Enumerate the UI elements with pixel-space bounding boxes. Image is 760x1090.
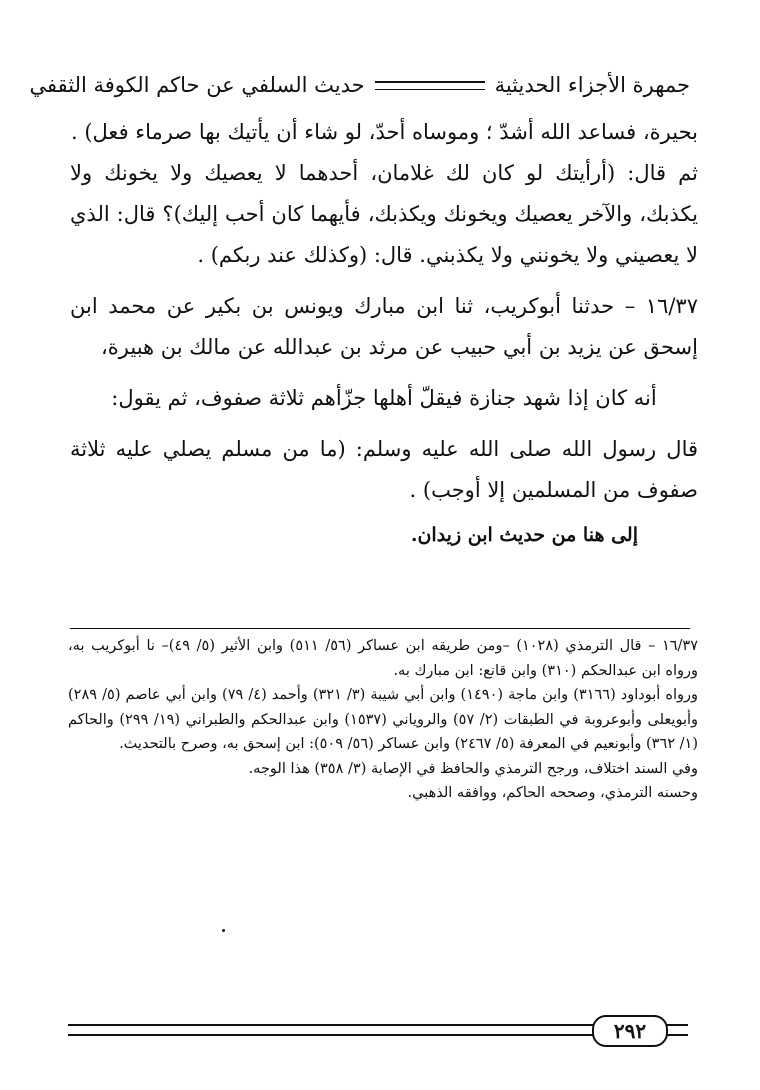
stray-mark — [222, 929, 225, 932]
footnote-line: ورواه أبوداود (٣١٦٦) وابن ماجة (١٤٩٠) وابن أبي شيبة (٣/ ٣٢١) وأحمد (٤/ ٧٩) وابن أبي عاصم (٥/ ٢٨٩) وأبويعلى وأبوعروبة في الطبقات (٢/ ٥٧) والروياني (١٥٣٧) وابن عبدالحكم والطبراني (١٩/ ٢٩٩) والحاكم (١/ ٣٦٢) وأبونعيم في المعرفة (٥/ ٢٤٦٧) وابن عساكر (٥٦/ ٥٠٩): ابن إسحق به، وصرح بالتحديث. — [68, 687, 699, 752]
footnotes — [68, 634, 698, 806]
footnote-line: وفي السند اختلاف، ورجح الترمذي والحافظ في الإصابة (٣/ ٣٥٨) هذا الوجه. — [248, 760, 698, 777]
body-paragraph: أنه كان إذا شهد جنازة فيقلّ أهلها جزّأهم ثلاثة صفوف، ثم يقول: — [111, 386, 657, 410]
section-end-note: إلى هنا من حديث ابن زيدان. — [410, 524, 638, 546]
body-paragraph: بحيرة، فساعد الله أشدّ ؛ وموساه أحدّ، لو شاء أن يأتيك بها صرماء فعل) . — [70, 120, 698, 144]
hadith-isnad: ١٦/٣٧ – حدثنا أبوكريب، ثنا ابن مبارك ويونس بن بكير عن محمد ابن إسحق عن يزيد بن أبي حبيب عن مرثد بن عبدالله عن مالك بن هبيرة، — [70, 294, 698, 359]
running-header — [29, 68, 690, 102]
header-book-title: جمهرة الأجزاء الحديثية — [494, 73, 690, 97]
hadith-matn: قال رسول الله صلى الله عليه وسلم: (ما من مسلم يصلي عليه ثلاثة صفوف من المسلمين إلا أوجب) . — [70, 437, 698, 502]
footnote-line: ١٦/٣٧ – قال الترمذي (١٠٢٨) –ومن طريقه ابن عساكر (٥٦/ ٥١١) وابن الأثير (٥/ ٤٩)– نا أبوكريب به، ورواه ابن عبدالحكم (٣١٠) وابن قانع: ابن مبارك به. — [68, 638, 699, 679]
footnote-separator — [70, 628, 690, 629]
footnote-line: وحسنه الترمذي، وصححه الحاكم، ووافقه الذهبي. — [407, 785, 698, 801]
page-footer — [68, 1020, 688, 1050]
page-number: ٢٩٢ — [592, 1015, 668, 1047]
header-chapter-title: حديث السلفي عن حاكم الكوفة الثقفي — [29, 73, 365, 97]
body-paragraph: ثم قال: (أرأيتك لو كان لك غلامان، أحدهما لا يعصيك ولا يخونك ولا يكذبك، والآخر يعصيك ويخونك ويكذبك، فأيهما كان أحب إليك)؟ قال: الذي لا يعصيني ولا يخونني ولا يكذبني. قال: (وكذلك عند ربكم) . — [70, 161, 698, 267]
main-text — [70, 112, 698, 556]
header-separator — [375, 81, 485, 90]
